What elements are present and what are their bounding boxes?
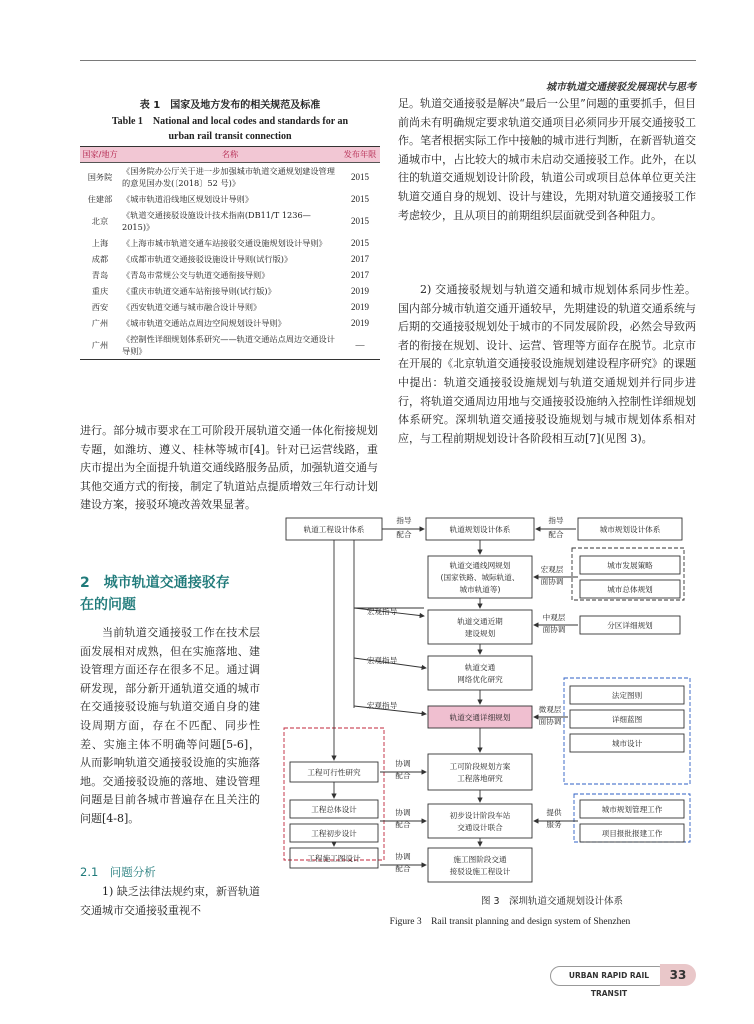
network-label-2: (国家铁路、城际轨道、 <box>440 573 520 582</box>
right-paragraph-1: 足。轨道交通接驳是解决“最后一公里”问题的重要抓手，但目前尚未有明确规定要求轨道交通项目必须同步开展交通接驳工作。笔者根据实际工作中接触的城市进行判断，在新晋轨道交通城市中，占比较大的城市未启动交通接驳工作。此外，在以往的轨道交通规划设计阶段，轨道公司或项目总体单位更关注轨道交通自身的规划、设计与建设，先期对轨道交通接驳工作考虑较少，且从项目的前期组织层面就受到各种阻力。 <box>398 97 696 222</box>
subsection-heading: 2.1 问题分析 <box>80 865 156 879</box>
macro-guide-2: 宏观指导 <box>366 656 398 665</box>
city-planning-label: 城市规划设计体系 <box>599 525 661 534</box>
connection-label-1: 施工图阶段交通 <box>453 855 507 864</box>
cell-region: 广州 <box>91 318 109 328</box>
figure-caption-cn: 图 3 深圳轨道交通规划设计体系 <box>480 896 624 907</box>
city-master-label: 城市总体规划 <box>607 585 653 594</box>
table-row <box>80 163 380 192</box>
optimization-label-2: 网络优化研究 <box>457 675 503 684</box>
urban-design-label: 城市设计 <box>611 739 643 748</box>
cell-year: 2015 <box>351 238 369 248</box>
page-footer <box>550 964 696 998</box>
cell-year: 2019 <box>351 302 369 312</box>
coop1-b: 配合 <box>395 771 411 780</box>
cell-region: 重庆 <box>91 286 109 296</box>
blueprint-label: 详细蓝图 <box>611 715 643 724</box>
relation-guide-b: 指导 <box>548 516 564 525</box>
header-region: 国家/地方 <box>80 147 120 163</box>
cell-region: 北京 <box>91 216 109 226</box>
statutory-label: 法定图则 <box>611 691 643 700</box>
cell-year: 2015 <box>351 172 369 182</box>
connection-engineering-box <box>428 848 532 882</box>
table-row <box>80 283 380 299</box>
feasibility-plan-label-1: 工可阶段规划方案 <box>449 762 511 771</box>
network-optimization-box <box>428 656 532 690</box>
cell-region: 青岛 <box>91 270 109 280</box>
joint-design-label-1: 初步设计阶段车站 <box>449 811 511 820</box>
rail-engineering-label: 轨道工程设计体系 <box>303 525 365 534</box>
table-header-row <box>80 147 380 163</box>
coop2-b: 配合 <box>395 820 411 829</box>
network-label-1: 轨道交通线网规划 <box>449 561 511 570</box>
cell-name: 《重庆市轨道交通车站衔接导则(试行版)》 <box>122 286 276 296</box>
district-label: 分区详细规划 <box>607 621 653 630</box>
micro-coord-a: 微观层 <box>538 705 562 714</box>
cell-region: 上海 <box>91 238 109 248</box>
cell-region: 成都 <box>91 254 109 264</box>
cell-name: 《上海市城市轨道交通车站接驳交通设施规划设计导则》 <box>122 238 327 248</box>
network-label-3: 城市轨道等) <box>459 585 501 594</box>
micro-coord-b: 面协调 <box>538 717 562 726</box>
cell-name: 《城市轨道交通站点周边空间规划设计导则》 <box>122 318 286 328</box>
feasibility-plan-box <box>428 754 532 790</box>
cell-name: 《轨道交通接驳设施设计技术指南(DB11/T 1236—2015)》 <box>122 210 311 232</box>
cell-year: 2017 <box>351 254 369 264</box>
figure-caption-en: Figure 3 Rail transit planning and design system of Shenzhen <box>389 917 631 927</box>
relation-coop-a: 配合 <box>396 530 412 539</box>
detailed-plan-label: 轨道交通详细规划 <box>449 713 511 722</box>
city-strategy-label: 城市发展策略 <box>607 561 653 570</box>
general-design-label: 工程总体设计 <box>311 805 357 814</box>
planning-system-diagram <box>264 508 700 888</box>
management-label: 城市规划管理工作 <box>601 805 663 814</box>
near-term-label-2: 建设规划 <box>464 629 496 638</box>
macro-guide-1: 宏观指导 <box>366 607 398 616</box>
cell-region: 西安 <box>91 302 109 312</box>
relation-coop-b: 配合 <box>548 530 564 539</box>
section-heading-line1: 2 城市轨道交通接驳存 <box>80 575 230 591</box>
cell-name: 《国务院办公厅关于进一步加强城市轨道交通规划建设管理的意见国办发(〔2018〕52 号)》 <box>122 166 335 188</box>
table-row <box>80 299 380 315</box>
cell-region: 广州 <box>80 331 120 360</box>
joint-design-label-2: 交通设计联合 <box>457 823 503 832</box>
table-row <box>80 267 380 283</box>
mid-coord-b: 面协调 <box>542 625 566 634</box>
feasibility-plan-label-2: 工程落地研究 <box>457 774 503 783</box>
table-caption-en-line1: Table 1 National and local codes and standards for an <box>111 116 349 127</box>
cell-name: 《控制性详细规划体系研究——轨道交通站点周边交通设计导则》 <box>120 331 340 360</box>
running-header <box>0 34 754 93</box>
approval-label: 项目报批报建工作 <box>601 829 663 838</box>
table-row <box>80 251 380 267</box>
service-b: 服务 <box>546 820 562 829</box>
left-paragraph-1: 进行。部分城市要求在工可阶段开展轨道交通一体化衔接规划专题，如潍坊、遵义、桂林等城市[4]。针对已运营线路，重庆市提出为全面提升轨道交通线路服务品质，加强轨道交通与其他交通方式的衔接，制定了轨道站点提质增效三年行动计划建设方案，接驳环境改善效果显著。 <box>80 424 378 512</box>
coop3-a: 协调 <box>395 852 411 861</box>
cell-region: 住建部 <box>87 194 113 204</box>
cell-region: 国务院 <box>87 172 113 182</box>
macro-coord-a: 宏观层 <box>540 565 564 574</box>
table-row <box>80 315 380 331</box>
service-a: 提供 <box>546 808 562 817</box>
cell-name: 《西安轨道交通与城市融合设计导则》 <box>122 302 262 312</box>
header-name: 名称 <box>120 147 340 163</box>
table-row <box>80 235 380 251</box>
cell-year: 2017 <box>351 270 369 280</box>
left-paragraph-2: 当前轨道交通接驳工作在技术层面发展相对成熟，但在实施落地、建设管理方面还存在很多不足。通过调研发现，部分新开通轨道交通的城市在交通接驳设施与轨道交通自身的建设周期方面，存在不匹配、同步性差、实施主体不明确等问题[5-6]，从而影响轨道交通接驳设施的实施落地。交通接驳设施的落地、建设管理问题是目前各城市普遍存在且关注的问题[4-8]。 <box>80 626 260 825</box>
joint-design-box <box>428 804 532 838</box>
optimization-label-1: 轨道交通 <box>464 663 496 672</box>
connection-label-2: 接驳设施工程设计 <box>449 867 511 876</box>
cell-year: 2019 <box>351 286 369 296</box>
cell-year: 2015 <box>351 216 369 226</box>
macro-guide-3: 宏观指导 <box>366 701 398 710</box>
preliminary-design-label: 工程初步设计 <box>311 829 357 838</box>
table-row <box>80 191 380 207</box>
table-caption-en <box>80 114 380 144</box>
cell-year: 2019 <box>351 318 369 328</box>
construction-label: 工程施工图设计 <box>307 854 361 863</box>
mid-coord-a: 中观层 <box>542 613 566 622</box>
coop1-a: 协调 <box>395 759 411 768</box>
section-heading-line2: 在的问题 <box>80 597 136 613</box>
table-row <box>80 331 380 360</box>
cell-name: 《城市轨道沿线地区规划设计导则》 <box>122 194 254 204</box>
table-caption-cn: 表 1 国家及地方发布的相关规范及标准 <box>139 100 321 111</box>
page-number: 33 <box>660 964 696 986</box>
coop3-b: 配合 <box>395 864 411 873</box>
near-term-label-1: 轨道交通近期 <box>457 617 503 626</box>
cell-year: — <box>340 331 380 360</box>
left-paragraph-3: 1) 缺乏法律法规约束，新晋轨道交通城市交通接驳重视不 <box>80 885 260 917</box>
journal-name: URBAN RAPID RAIL TRANSIT <box>550 966 668 986</box>
rail-planning-label: 轨道规划设计体系 <box>449 525 511 534</box>
table-caption-en-line2: urban rail transit connection <box>168 131 292 142</box>
standards-table <box>80 146 380 360</box>
header-rule <box>80 60 696 61</box>
section-heading <box>80 572 230 616</box>
relation-guide-a: 指导 <box>396 516 412 525</box>
right-paragraph-2: 2) 交通接驳规划与轨道交通和城市规划体系同步性差。国内部分城市轨道交通开通较早，先期建设的轨道交通系统与后期的交通接驳规划处于城市的不同发展阶段，必然会导致两者的衔接在规划、设计、运营、管理等方面存在脱节。北京市在开展的《北京轨道交通接驳设施规划建设程序研究》的课题中提出：轨道交通接驳设施规划与轨道交通规划并行同步进行，将轨道交通周边用地与交通接驳设施纳入控制性详细规划体系研究。深圳轨道交通接驳设施规划与城市规划体系相对应，与工程前期规划设计各阶段相互动[7](见图 3)。 <box>398 283 696 445</box>
macro-coord-b: 面协调 <box>540 577 564 586</box>
cell-name: 《青岛市常规公交与轨道交通衔接导则》 <box>122 270 270 280</box>
running-title: 城市轨道交通接驳发展现状与思考 <box>546 82 696 93</box>
header-year: 发布年限 <box>340 147 380 163</box>
cell-year: 2015 <box>351 194 369 204</box>
table-row <box>80 207 380 235</box>
coop2-a: 协调 <box>395 808 411 817</box>
near-term-box <box>428 610 532 644</box>
cell-name: 《成都市轨道交通接驳设施设计导则(试行版)》 <box>122 254 293 264</box>
feasibility-label: 工程可行性研究 <box>307 768 361 777</box>
